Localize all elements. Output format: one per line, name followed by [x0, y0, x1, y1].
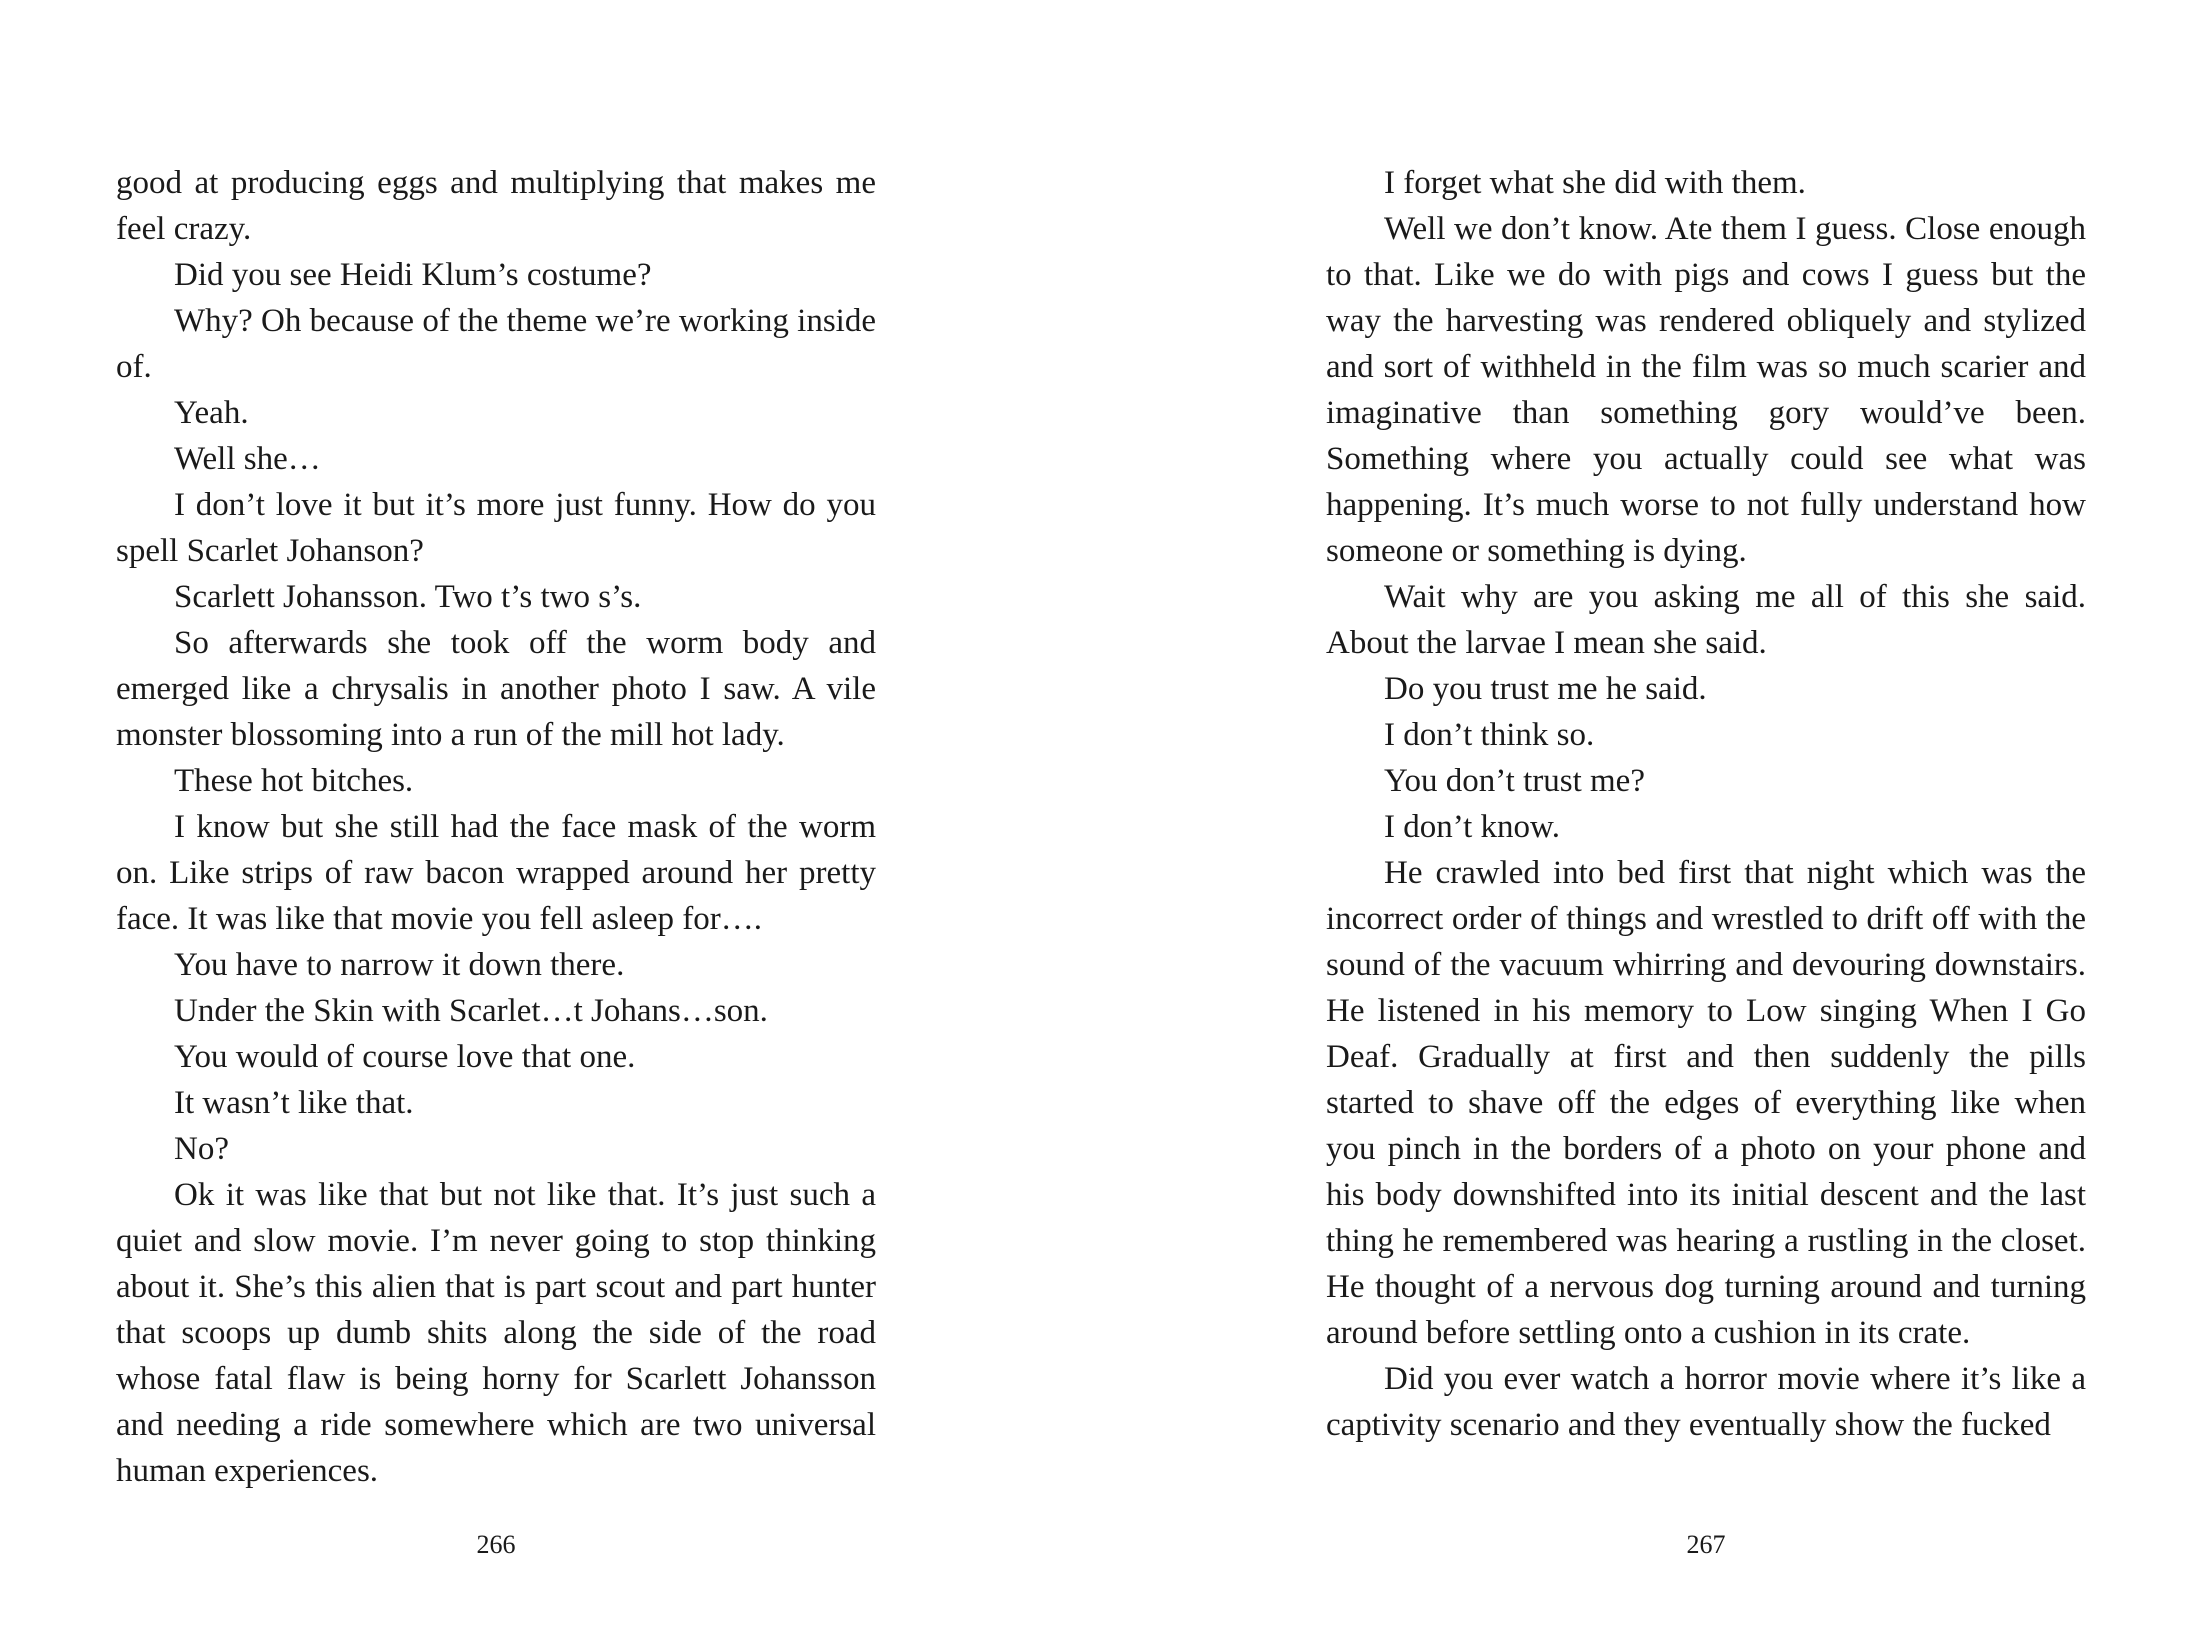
- paragraph: Did you see Heidi Klum’s costume?: [174, 257, 652, 293]
- paragraph: No?: [174, 1131, 229, 1167]
- left-page: [116, 160, 876, 1494]
- paragraph: I forget what she did with them.: [1384, 165, 1806, 201]
- paragraph: Ok it was like that but not like that. It’s just such a quiet and slow movie. I’m never going to stop thinking about it. She’s this alien that is part scout and part hunter that scoops up dumb shits along the side of the road whose fatal flaw is being horny for Scarlett Johansson and needing a ride somewhere which are two universal human experiences.: [116, 1177, 876, 1489]
- paragraph: Wait why are you asking me all of this she said. About the larvae I mean she said.: [1326, 579, 2086, 661]
- paragraph: Did you ever watch a horror movie where it’s like a captivity scenario and they eventually show the fucked: [1326, 1361, 2086, 1443]
- paragraph: good at producing eggs and multiplying that makes me feel crazy.: [116, 165, 876, 247]
- paragraph: I don’t know.: [1384, 809, 1560, 845]
- left-page-text: [116, 160, 876, 1494]
- paragraph: Under the Skin with Scarlet…t Johans…son.: [174, 993, 768, 1029]
- paragraph: I know but she still had the face mask of the worm on. Like strips of raw bacon wrapped around her pretty face. It was like that movie you fell asleep for….: [116, 809, 876, 937]
- paragraph: So afterwards she took off the worm body and emerged like a chrysalis in another photo I saw. A vile monster blossoming into a run of the mill hot lady.: [116, 625, 876, 753]
- paragraph: You would of course love that one.: [174, 1039, 636, 1075]
- paragraph: Well she…: [174, 441, 321, 477]
- page-number: 267: [1686, 1530, 1726, 1559]
- paragraph: Why? Oh because of the theme we’re working inside of.: [116, 303, 876, 385]
- paragraph: It wasn’t like that.: [174, 1085, 414, 1121]
- paragraph: I don’t think so.: [1384, 717, 1595, 753]
- right-page: [1326, 160, 2086, 1448]
- paragraph: Do you trust me he said.: [1384, 671, 1707, 707]
- paragraph: He crawled into bed first that night which was the incorrect order of things and wrestled to drift off with the sound of the vacuum whirring and devouring downstairs. He listened in his memory to Low singing When I Go Deaf. Gradually at first and then suddenly the pills started to shave off the edges of everything like when you pinch in the borders of a photo on your phone and his body downshifted into its initial descent and the last thing he remembered was hearing a rustling in the closet. He thought of a nervous dog turning around and turning around before settling onto a cushion in its crate.: [1326, 855, 2086, 1351]
- paragraph: You don’t trust me?: [1384, 763, 1645, 799]
- paragraph: Scarlett Johansson. Two t’s two s’s.: [174, 579, 642, 615]
- page-number: 266: [476, 1530, 516, 1559]
- paragraph: Yeah.: [174, 395, 249, 431]
- paragraph: I don’t love it but it’s more just funny. How do you spell Scarlet Johanson?: [116, 487, 876, 569]
- paragraph: Well we don’t know. Ate them I guess. Close enough to that. Like we do with pigs and cows I guess but the way the harvesting was rendered obliquely and stylized and sort of withheld in the film was so much scarier and imaginative than something gory would’ve been. Something where you actually could see what was happening. It’s much worse to not fully understand how someone or something is dying.: [1326, 211, 2086, 569]
- paragraph: These hot bitches.: [174, 763, 414, 799]
- right-page-text: [1326, 160, 2086, 1448]
- paragraph: You have to narrow it down there.: [174, 947, 625, 983]
